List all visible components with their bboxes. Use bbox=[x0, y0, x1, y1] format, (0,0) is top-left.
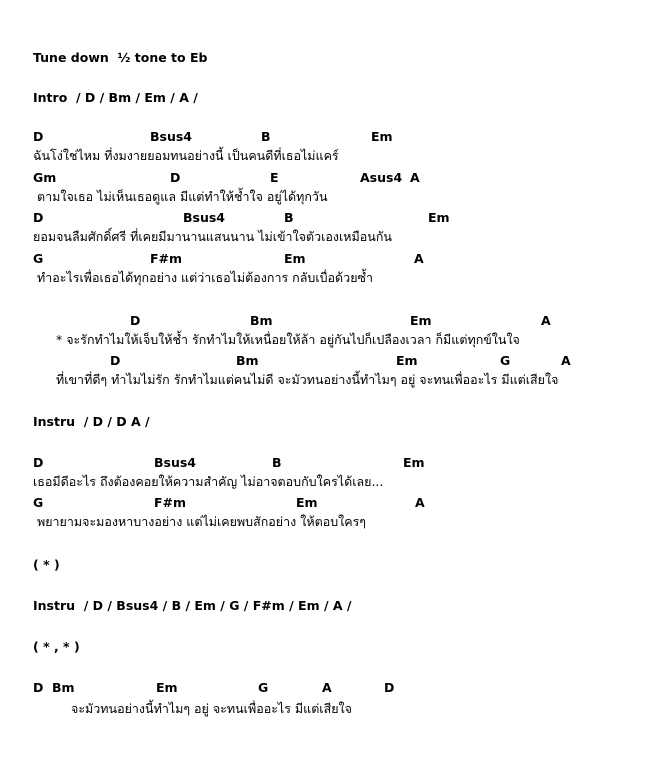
chord: Em bbox=[296, 495, 318, 510]
chord: A bbox=[561, 353, 571, 368]
chord: Asus4 bbox=[360, 170, 403, 185]
chord: Em bbox=[410, 313, 432, 328]
chord: A bbox=[414, 251, 424, 266]
instrumental-line-2: Instru / D / Bsus4 / B / Em / G / F#m / Em / A / bbox=[33, 598, 352, 613]
chord: F#m bbox=[154, 495, 187, 510]
chord: D bbox=[33, 210, 44, 225]
chord: F#m bbox=[150, 251, 183, 266]
lyric-line: ยอมจนลืมศักดิ์ศรี ที่เคยมีมานานแสนนาน ไม่เข้าใจตัวเองเหมือนกัน bbox=[33, 229, 392, 244]
chord: Em bbox=[156, 680, 178, 695]
chord: Em bbox=[284, 251, 306, 266]
tuning-note: Tune down ½ tone to Eb bbox=[33, 50, 208, 65]
chord: Bsus4 bbox=[154, 455, 197, 470]
chord: Em bbox=[396, 353, 418, 368]
repeat-chorus-twice-marker: ( * , * ) bbox=[33, 639, 80, 654]
chord: G bbox=[33, 495, 44, 510]
chord: B bbox=[261, 129, 271, 144]
chord: G bbox=[33, 251, 44, 266]
intro-line: Intro / D / Bm / Em / A / bbox=[33, 90, 198, 105]
chord: B bbox=[272, 455, 282, 470]
chord: A bbox=[415, 495, 425, 510]
lyric-line: เธอมีดีอะไร ถึงต้องคอยให้ความสำคัญ ไม่อาจตอบกับใครได้เลย... bbox=[33, 474, 384, 489]
lyric-line: ที่เขาที่ดีๆ ทำไมไม่รัก รักทำไมแต่คนไม่ดี จะมัวทนอย่างนี้ทำไมๆ อยู่ จะทนเพื่ออะไร มีแต่เสียใจ bbox=[56, 372, 559, 387]
lyric-line: ทำอะไรเพื่อเธอได้ทุกอย่าง แต่ว่าเธอไม่ต้องการ กลับเบื่อด้วยซ้ำ bbox=[33, 270, 374, 285]
repeat-chorus-marker: ( * ) bbox=[33, 557, 60, 572]
chord: Em bbox=[428, 210, 450, 225]
chord: D bbox=[33, 129, 44, 144]
chord: Bm bbox=[52, 680, 75, 695]
lyric-line: ฉันโง่ใช่ไหม ที่งมงายยอมทนอย่างนี้ เป็นคนดีที่เธอไม่แคร์ bbox=[33, 148, 339, 163]
chord: G bbox=[258, 680, 269, 695]
chord: A bbox=[410, 170, 420, 185]
chord: E bbox=[270, 170, 279, 185]
lyric-line: พยายามจะมองหาบางอย่าง แต่ไม่เคยพบสักอย่าง ให้ตอบใครๆ bbox=[33, 514, 367, 529]
chord: Bm bbox=[250, 313, 273, 328]
chord: D bbox=[33, 455, 44, 470]
chord: G bbox=[500, 353, 511, 368]
chord: D bbox=[110, 353, 121, 368]
lyric-line: ตามใจเธอ ไม่เห็นเธอดูแล มีแต่ทำให้ช้ำใจ อยู่ได้ทุกวัน bbox=[33, 189, 328, 204]
chord: D bbox=[130, 313, 141, 328]
chord: D bbox=[33, 680, 44, 695]
chord: Em bbox=[403, 455, 425, 470]
chord: D bbox=[384, 680, 395, 695]
lyric-line: จะมัวทนอย่างนี้ทำไมๆ อยู่ จะทนเพื่ออะไร มีแต่เสียใจ bbox=[71, 701, 352, 716]
chord: Em bbox=[371, 129, 393, 144]
chord: Bm bbox=[236, 353, 259, 368]
chord: Gm bbox=[33, 170, 57, 185]
chord: B bbox=[284, 210, 294, 225]
chord: D bbox=[170, 170, 181, 185]
chord: A bbox=[322, 680, 332, 695]
chord: A bbox=[541, 313, 551, 328]
chord: Bsus4 bbox=[183, 210, 226, 225]
instrumental-line-1: Instru / D / D A / bbox=[33, 414, 150, 429]
chord: Bsus4 bbox=[150, 129, 193, 144]
lyric-line: * จะรักทำไมให้เจ็บให้ช้ำ รักทำไมให้เหนื่อยให้ล้า อยู่กันไปก็เปลืองเวลา ก็มีแต่ทุกข์ในใจ bbox=[56, 332, 520, 347]
